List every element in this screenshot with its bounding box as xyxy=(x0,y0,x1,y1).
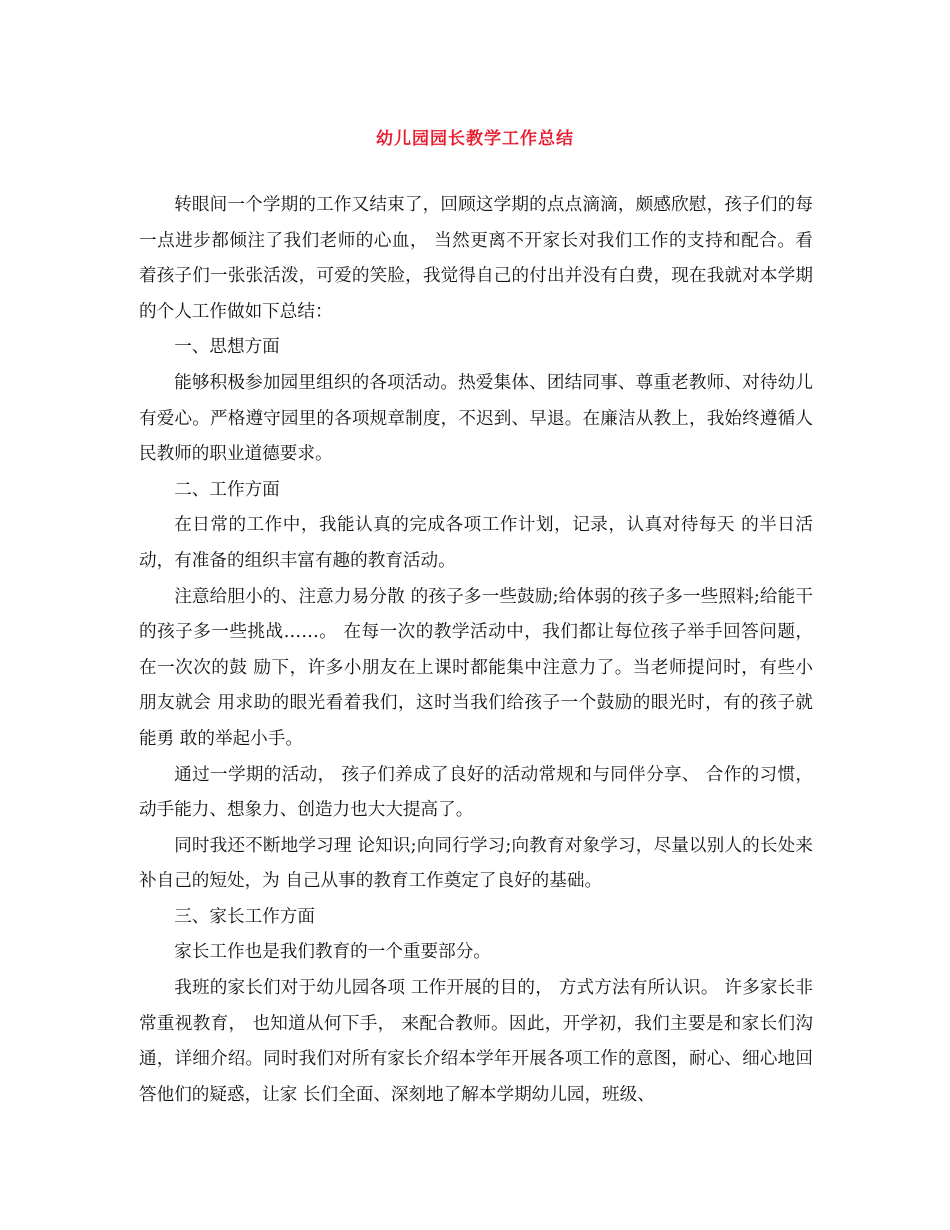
paragraph-work-encourage: 注意给胆小的、注意力易分散 的孩子多一些鼓励;给体弱的孩子多一些照料;给能干的孩子多一些挑战……。 在每一次的教学活动中，我们都让每位孩子举手回答问题，在一次次的鼓 励下，许多小朋友在上课时都能集中注意力了。当老师提问时，有些小朋友就会 用求助的眼光看着我们，这时当我们给孩子一个鼓励的眼光时，有的孩子就能勇 敢的举起小手。 xyxy=(139,586,813,749)
document-title: 幼儿园园长教学工作总结 xyxy=(376,129,574,149)
paragraph-parents-intro: 家长工作也是我们教育的一个重要部分。 xyxy=(174,942,491,963)
section-heading-parents: 三、家长工作方面 xyxy=(174,906,315,927)
paragraph-thought: 能够积极参加园里组织的各项活动。热爱集体、团结同事、尊重老教师、对待幼儿有爱心。严格遵守园里的各项规章制度，不迟到、早退。在廉洁从教上，我始终遵循人民教师的职业道德要求。 xyxy=(139,372,813,465)
paragraph-work-study: 同时我还不断地学习理 论知识;向同行学习;向教育对象学习，尽量以别人的长处来补自己的短处，为 自己从事的教育工作奠定了良好的基础。 xyxy=(139,835,813,892)
section-heading-thought: 一、思想方面 xyxy=(174,337,280,358)
paragraph-intro: 转眼间一个学期的工作又结束了，回顾这学期的点点滴滴，颇感欣慰，孩子们的每一点进步都倾注了我们老师的心血， 当然更离不开家长对我们工作的支持和配合。看着孩子们一张张活泼，可爱的笑脸，我觉得自己的付出并没有白费，现在我就对本学期的个人工作做如下总结： xyxy=(139,195,813,322)
paragraph-work-daily: 在日常的工作中，我能认真的完成各项工作计划，记录，认真对待每天 的半日活动，有准备的组织丰富有趣的教育活动。 xyxy=(139,515,813,571)
paragraph-work-habits: 通过一学期的活动， 孩子们养成了良好的活动常规和与同伴分享、 合作的习惯，动手能力、想象力、创造力也大大提高了。 xyxy=(139,764,813,821)
paragraph-parents-detail: 我班的家长们对于幼儿园各项 工作开展的目的， 方式方法有所认识。 许多家长非常重视教育， 也知道从何下手， 来配合教师。因此，开学初，我们主要是和家长们沟通，详细介绍。同时我们对所有家长介绍本学年开展各项工作的意图，耐心、细心地回答他们的疑惑，让家 长们全面、深刻地了解本学期幼儿园，班级、 xyxy=(139,978,813,1105)
section-heading-work: 二、工作方面 xyxy=(174,479,280,500)
document-body xyxy=(139,188,813,1113)
